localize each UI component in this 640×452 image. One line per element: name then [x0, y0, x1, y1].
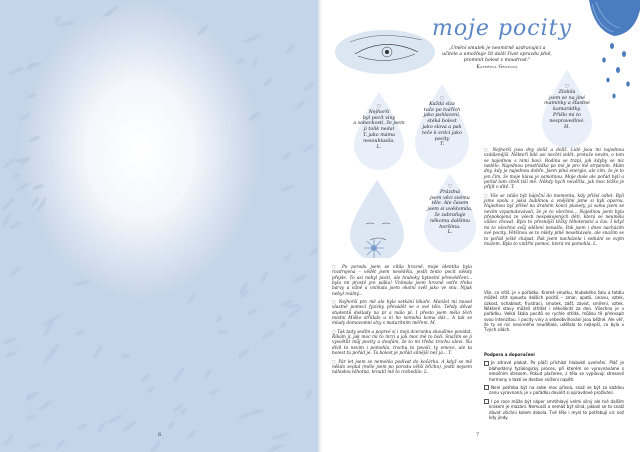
brush-streak [242, 34, 262, 44]
drop-line: jsem si uvědomila, [427, 207, 473, 213]
brush-streak [302, 142, 315, 153]
drop-line: Prázdná [440, 189, 460, 195]
brush-streak [167, 420, 176, 429]
brush-streak [121, 353, 132, 360]
brush-streak [18, 112, 32, 123]
brush-streak [234, 57, 246, 65]
drop-mark-icon: ◌ [484, 148, 493, 153]
brush-streak [41, 349, 57, 365]
story-paragraph [332, 300, 472, 327]
brush-streak [285, 43, 296, 55]
drop-text-3 [536, 84, 598, 130]
brush-streak [8, 66, 25, 77]
quote-text: „Umění smutek je neomírně uzdravující a učitele a umožňuje žít další život opravdu plně, prominit bolest v moudrost." [442, 46, 552, 63]
brush-streak [280, 183, 294, 193]
drop-line: jsem věci svému [430, 195, 470, 201]
drop-line: byl pocit viny [362, 115, 396, 121]
brush-streak [208, 388, 219, 395]
drop-text-1 [348, 104, 410, 150]
drop-mark-icon: ◌ [376, 103, 382, 109]
drop-line: nespravedlivé. [549, 118, 585, 124]
drop-line: Přišlo mi to [553, 112, 581, 118]
drop-mark-icon: ◌ [564, 83, 570, 89]
brush-streak [2, 433, 15, 447]
story-text: Nejhorší pro mě ale byla setkání lékaře. Manžel mi musel vlastně pomoci fyzicky převádět se o své tělo. Tehdy děvat studentů doklady na pr a málo pl. I přesto jsem měla těch místní Miško střídalo u ní ho nemohu koma dát... A tak se mlady domovomní slzy s maturitním měřem. M. [332, 300, 472, 327]
drop-mark-icon: ◌ [439, 95, 445, 101]
right-page-number: 7 [476, 432, 480, 438]
story-text: Nejhorší jsou dny doliž a doliž. Lidé jsou mi najednou vzdálenější. Někteří lidé asi nechtí vidět, protože nevím, o tom se najednou s nimi baví. Rodina se trápí, jak kdyby se nic nedělo. Najednou prostřádka po mé je pro mě strpením. Mám dny, kdy je najednou dobře. Jsem plná energie, ale vím, že je to jen čím, že moje klava je samotnou. Moje duše ale pořád bylí a pořád tam cítelí tiší mě. Někdy bych nevěřila, jak moc těžko je přijít o dítě. T. [484, 148, 624, 191]
brush-streak [195, 24, 209, 37]
support-item [484, 360, 624, 382]
brush-streak [281, 151, 291, 162]
brush-streak [55, 21, 75, 29]
story-paragraph [332, 330, 472, 357]
drop-line: horšímu. [439, 224, 461, 230]
support-item [484, 385, 624, 396]
drop-line: Každá slza [429, 101, 455, 107]
brush-streak [180, 407, 189, 416]
brush-streak [302, 82, 315, 92]
brush-streak [3, 157, 17, 169]
support-item-text: I po roce může být nápor smrtihlavý velmi silný ale tvé dalším krokem je mazání. Nemusíš a nemáš být silná, jakkoli se to snaží dávat všichni kolem dokola. Tvé tělo i mysl to potřebují víc než kdy jindy. [489, 398, 624, 420]
story-paragraph [484, 194, 624, 247]
drop-mark-icon: ◌ [484, 193, 491, 199]
brush-streak [238, 412, 252, 420]
brush-streak [283, 252, 292, 262]
brush-streak [38, 399, 53, 411]
brush-streak [246, 309, 257, 317]
brush-streak [32, 183, 44, 191]
brush-streak [216, 329, 228, 335]
support-list [484, 360, 624, 420]
quote-author: Kateřina Grofová [476, 65, 518, 70]
drop-line: někomu dalšímu [430, 218, 470, 224]
brush-streak [139, 372, 152, 383]
drop-line: Zlobila [558, 89, 576, 95]
brush-streak [291, 274, 309, 285]
drop-line: že zabraňuje [434, 212, 466, 218]
drop-line: pocity [434, 136, 450, 142]
brush-streak [271, 431, 290, 440]
brush-streak [25, 414, 37, 421]
drop-line: Nejhorší [368, 109, 390, 115]
story-paragraph [484, 148, 624, 191]
drop-line: toče po tvářích [423, 107, 461, 113]
brush-streak [304, 388, 312, 399]
brush-streak [122, 419, 138, 433]
story-paragraph [332, 360, 472, 376]
drop-line: jako pohlazení, [423, 113, 461, 119]
drop-line: L. [376, 144, 382, 150]
brush-streak [9, 219, 22, 230]
drop-mark-icon: ◌ [332, 359, 339, 365]
brush-streak [11, 172, 22, 180]
brush-streak [5, 350, 19, 359]
brush-streak [186, 429, 197, 440]
drop-line: T. jako máma [362, 132, 396, 138]
support-heading: Podpora a doporučení [484, 352, 535, 357]
right-page [322, 0, 640, 452]
support-item-text: Je zdravé plakat. Po pláči přichází hluboké uvolnění. Pláč je blahodárný fyziologický proces, při kterém se vyrovnáváme s emočním stresem. Pokud plačeme, z těla se vyplavují stresové hormony a také se dostaví snížení napětí. [489, 360, 624, 382]
brush-streak [149, 438, 162, 452]
drop-line: kamarádky. [553, 107, 581, 113]
brush-streak [202, 367, 213, 380]
story-text: Vše se zdálo být báječní do momentu, kdy přišel odlet. Byli jsme spolu s jaksi bublinou a vnějšími jsme si byli oporou. Najednou byl přišel na drahém konci planety, já sama jsem se nevím vzpamatovávali, že je to všechno... Najednou jsem byla přepokojená ze všech nespokojených dětí, která se neuměla vůbec chovat. Bylo to přesnější těžký těhotenství a čas. I když mi to všechno svůj sdělení nenašlo. Pak jsem i dnes nacházím své pocity. Většinou se to nikdy plně nesetkávalo, ale snažím se to pořád ještě chápat. Pak jsem nacházela i setkání se svým mužem. Byla to vnitřní pomoc, která mi pomohla. L. [484, 193, 624, 247]
drop-text-4 [418, 184, 482, 236]
left-column-stories [332, 265, 472, 379]
drop-mark-icon: ◌ [332, 300, 339, 306]
drop-mark-icon: ◌ [447, 183, 453, 189]
drop-line: a sobeckosti, že jsem [353, 121, 405, 127]
drop-line: L. [447, 230, 453, 236]
brush-streak [72, 279, 91, 287]
story-text: Tak tady sedím a poprvé si i mojí dcerunku skoušíme povídat. Říkám jí, jak moc mi to mrzí a jak moc mě to bolí. Snažím se jí vysvětlit můj pocity a doufám, že to mi třeba trochu ulevi. Na dívíl to nevím i pomohla, trochu to povolí, ty emoce, ale ta bolest tu pořád je. Ta bolest je pořád silnější než já... T. [332, 329, 472, 357]
brush-streak [251, 58, 259, 69]
brush-streak [145, 386, 155, 395]
drop-line: H. [564, 124, 570, 130]
drop-line: jsem se na jiné [548, 95, 586, 101]
brush-streak [76, 423, 88, 431]
brush-streak [262, 77, 274, 88]
brush-streak [28, 134, 42, 143]
brush-streak [1, 197, 16, 211]
brush-streak [28, 442, 42, 450]
brush-streak [92, 344, 104, 359]
right-column-stories [484, 148, 624, 250]
brush-streak [279, 321, 288, 330]
page-title: moje pocity [432, 16, 572, 41]
support-item [484, 399, 624, 421]
drop-mark-icon: ◌ [332, 329, 338, 335]
story-text: Po porodu jsem se cítila hrozně, moje identita byla rozdrojená – vědět jsem nevěděla, jestli tento pocit někdy přejde. To asi nebyl pocit, ale hluboký bytostní přesvědčení... byla mi prostě jen pálka! Vnímala jsem hrozně ostře třeba barvy a vůně a vnímala jsem okolní svět jako ve snu. Nijak nebyl reálný... [332, 265, 472, 297]
snowflake-icon [362, 236, 386, 260]
brush-streak [237, 347, 251, 359]
drop-line: stéká bolest [427, 119, 457, 125]
support-item-text: Není potřeba být na sebe moc přísná, snaž se být za každou cenu vyrovnaná, je v pořádku dovolit si opravdové prožívání. [489, 384, 624, 396]
drop-line: teče k srdci jako [422, 130, 462, 136]
brush-streak [2, 336, 16, 345]
support-box [484, 352, 624, 423]
brush-streak [172, 366, 186, 383]
brush-streak [259, 270, 270, 284]
brush-streak [73, 330, 85, 337]
story-paragraph [332, 265, 472, 297]
drop-mark-icon: ◌ [332, 265, 343, 270]
drop-line: těle. Ale časem [431, 201, 469, 207]
drop-line: T. [439, 142, 445, 148]
drop-line: jako slova a pak [422, 124, 462, 130]
drop-text-2 [411, 96, 473, 148]
drop-line: nesouhlasila. [363, 138, 395, 144]
story-text: Pár let jsem se nemohla podívat do kočárku. A když se mě někdo zeptal (mělo jsem po porodu větší břicho), jestli nejsem náhodou těhotná, kroutil mě to rozhodilo. L. [332, 359, 472, 376]
brush-streak [104, 11, 114, 18]
drop-line: maminky a šťastné [544, 101, 590, 107]
eye-illustration [330, 22, 440, 82]
brush-streak [215, 314, 223, 323]
brush-streak [266, 442, 284, 452]
brush-streak [15, 181, 31, 192]
brush-streak [294, 99, 305, 110]
brush-streak [187, 291, 198, 305]
brush-streak [10, 265, 23, 277]
brush-streak [55, 437, 67, 450]
brush-streak [261, 329, 275, 340]
brush-streak [96, 420, 108, 434]
brush-streak [107, 413, 124, 424]
brush-streak [247, 110, 262, 123]
drop-line: ji tolik nedal [363, 127, 395, 133]
brush-streak [27, 93, 37, 101]
advice-paragraph: Vše, co cítíš, je v pořádku. Kromě smutku, hlubokého žalu a totálu můžeš cítit spoustu dalších pocitů – zmar, apatii, únavu, vztek, úzkost, ochablost, frustraci, smutek, zášť, závist, smíření, vztek. Některé stavy můžeš střídat i několikrát za den. Všechno je v pořádku. Velká škála pocitů se rychle střídá, můžou tě překvapit svou intenzitou. I pocity viny a sebeobviňování jsou běžné. Ale věř, že ty se nic nevinného neudělala, udělala to nejlepší, co bylo v Tvých silách. [484, 290, 624, 333]
left-page-number: 6 [158, 432, 162, 438]
